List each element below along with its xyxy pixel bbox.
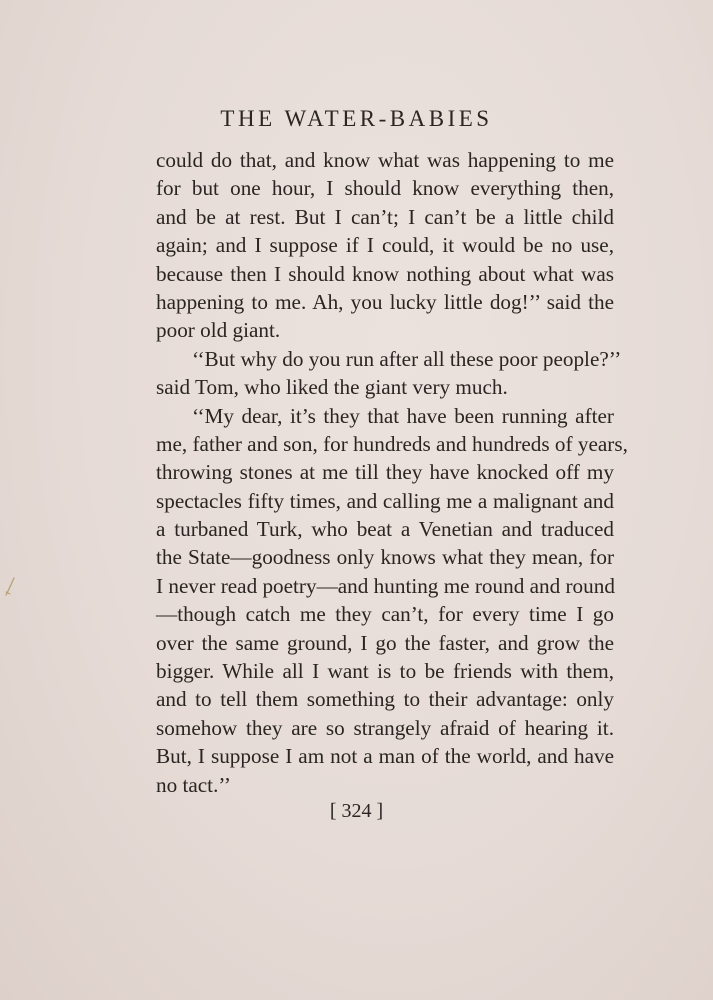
text-line: somehow they are so strangely afraid of hearing it. <box>156 715 614 740</box>
text-line: over the same ground, I go the faster, and grow the <box>156 630 614 655</box>
text-line: and be at rest. But I can’t; I can’t be a little child <box>156 204 614 229</box>
text-line: again; and I suppose if I could, it would be no use, <box>156 233 614 258</box>
running-title: THE WATER-BABIES <box>220 106 493 131</box>
text-line: —though catch me they can’t, for every time I go <box>156 602 614 627</box>
text-line: said Tom, who liked the giant very much. <box>156 375 508 400</box>
text-line: But, I suppose I am not a man of the world, and have <box>156 744 614 769</box>
text-line: spectacles fifty times, and calling me a malignant and <box>156 488 614 513</box>
text-line: a turbaned Turk, who beat a Venetian and traduced <box>156 517 614 542</box>
text-line: could do that, and know what was happening to me <box>156 148 614 172</box>
text-line: ‘‘My dear, it’s they that have been running after <box>192 403 614 428</box>
text-line: no tact.’’ <box>156 772 231 797</box>
text-line: me, father and son, for hundreds and hundreds of years, <box>156 431 628 456</box>
text-line: throwing stones at me till they have knocked off my <box>156 460 614 485</box>
pencil-tick-mark-icon <box>3 576 17 600</box>
text-line: poor old giant. <box>156 318 281 343</box>
text-line: I never read poetry—and hunting me round and round <box>156 573 615 598</box>
text-line: and to tell them something to their advantage: only <box>156 687 614 712</box>
text-line: happening to me. Ah, you lucky little dog!’’ said the <box>156 289 614 314</box>
text-line: the State—goodness only knows what they mean, for <box>156 545 614 570</box>
text-line: because then I should know nothing about what was <box>156 261 614 286</box>
page-number: [ 324 ] <box>329 800 384 822</box>
text-line: ‘‘But why do you run after all these poor people?’’ <box>192 346 622 371</box>
text-line: for but one hour, I should know everything then, <box>156 176 614 201</box>
text-line: bigger. While all I want is to be friends with them, <box>156 659 614 684</box>
body-text <box>156 146 628 799</box>
